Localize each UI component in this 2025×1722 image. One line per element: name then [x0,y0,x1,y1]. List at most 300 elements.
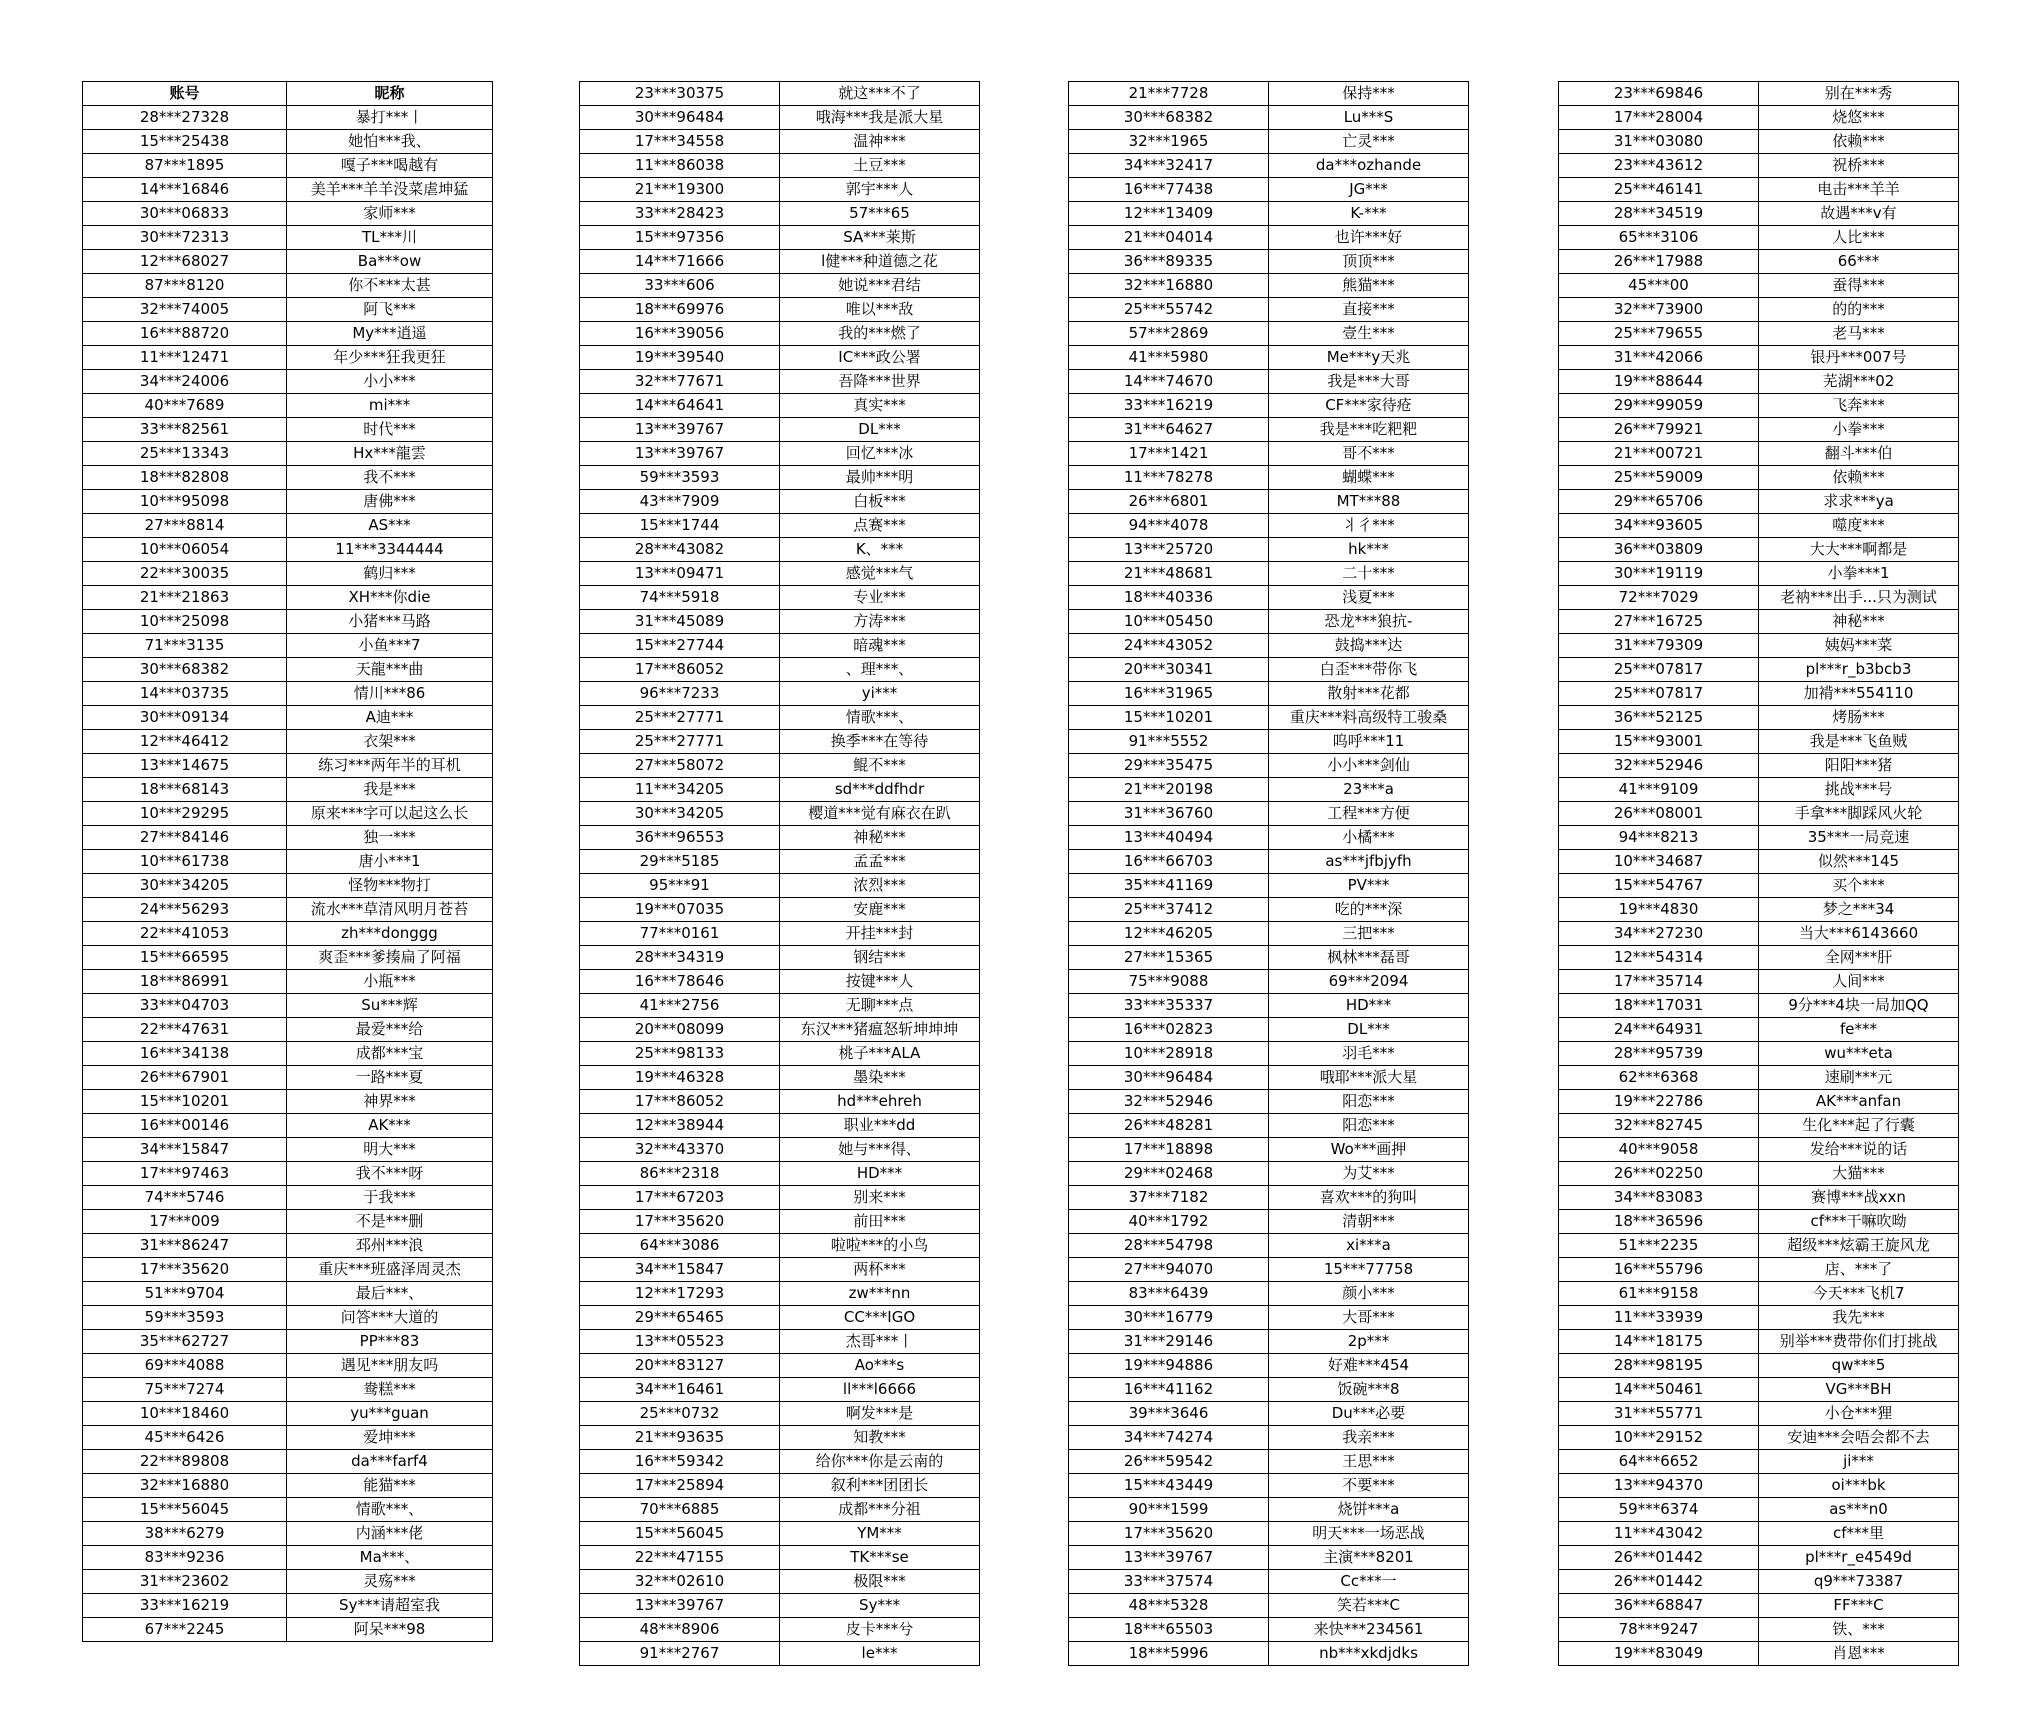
nickname-cell: 小鱼***7 [287,634,493,658]
account-cell: 34***93605 [1559,514,1759,538]
nickname-cell: 烧饼***a [1269,1498,1469,1522]
account-cell: 25***07817 [1559,658,1759,682]
account-cell: 14***74670 [1069,370,1269,394]
table-row [83,202,493,226]
account-cell: 26***67901 [83,1066,287,1090]
nickname-cell: Hx***龍雲 [287,442,493,466]
table-row [1069,1258,1469,1282]
table-row [1559,1282,1959,1306]
account-cell: 17***86052 [580,658,780,682]
account-cell: 20***83127 [580,1354,780,1378]
table-row [83,322,493,346]
nickname-cell: Su***辉 [287,994,493,1018]
account-cell: 16***00146 [83,1114,287,1138]
table-row [1069,322,1469,346]
account-cell: 22***41053 [83,922,287,946]
nickname-cell: 别在***秀 [1759,82,1959,106]
table-row [83,178,493,202]
nickname-cell: 银丹***007号 [1759,346,1959,370]
table-row [580,874,980,898]
table-row [580,1618,980,1642]
nickname-cell: qw***5 [1759,1354,1959,1378]
account-cell: 15***1744 [580,514,780,538]
table-row [1069,250,1469,274]
account-cell: 23***43612 [1559,154,1759,178]
nickname-cell: 不要*** [1269,1474,1469,1498]
table-row [83,106,493,130]
account-cell: 74***5918 [580,586,780,610]
account-cell: 18***65503 [1069,1618,1269,1642]
nickname-cell: 她与***得、 [780,1138,980,1162]
account-cell: 12***46205 [1069,922,1269,946]
account-cell: 25***59009 [1559,466,1759,490]
table-row [1069,898,1469,922]
table-row [1069,466,1469,490]
account-cell: 29***02468 [1069,1162,1269,1186]
account-cell: 33***82561 [83,418,287,442]
table-row [83,658,493,682]
nickname-cell: 梦之***34 [1759,898,1959,922]
nickname-cell: 小橘*** [1269,826,1469,850]
account-cell: 39***3646 [1069,1402,1269,1426]
account-cell: 83***9236 [83,1546,287,1570]
account-cell: 25***79655 [1559,322,1759,346]
nickname-cell: 唐佛*** [287,490,493,514]
table-row [1559,154,1959,178]
account-cell: 78***9247 [1559,1618,1759,1642]
nickname-cell: 人间*** [1759,970,1959,994]
nickname-cell: AK***anfan [1759,1090,1959,1114]
account-cell: 57***2869 [1069,322,1269,346]
account-cell: 51***2235 [1559,1234,1759,1258]
nickname-cell: 我是***吃粑粑 [1269,418,1469,442]
account-cell: 17***67203 [580,1186,780,1210]
nickname-cell: DL*** [1269,1018,1469,1042]
account-cell: 15***43449 [1069,1474,1269,1498]
account-cell: 17***35620 [1069,1522,1269,1546]
table-row [580,178,980,202]
account-cell: 27***15365 [1069,946,1269,970]
nickname-cell: 我不***呀 [287,1162,493,1186]
account-cell: 22***47631 [83,1018,287,1042]
account-cell: 30***96484 [1069,1066,1269,1090]
account-cell: 30***06833 [83,202,287,226]
table-row [1069,346,1469,370]
table-row [1559,1042,1959,1066]
table-row [83,1498,493,1522]
account-cell: 11***43042 [1559,1522,1759,1546]
nickname-cell: 蝴蝶*** [1269,466,1469,490]
nickname-cell: 知教*** [780,1426,980,1450]
nickname-cell: MT***88 [1269,490,1469,514]
nickname-cell: 工程***方便 [1269,802,1469,826]
account-cell: 13***40494 [1069,826,1269,850]
account-cell: 36***52125 [1559,706,1759,730]
table-row [580,826,980,850]
account-cell: 31***23602 [83,1570,287,1594]
nickname-cell: q9***73387 [1759,1570,1959,1594]
nickname-cell: A迪*** [287,706,493,730]
table-row [83,1042,493,1066]
table-row [1559,706,1959,730]
table-row [1069,1186,1469,1210]
account-cell: 10***25098 [83,610,287,634]
table-row [1069,1234,1469,1258]
account-cell: 24***43052 [1069,634,1269,658]
table-row [83,226,493,250]
account-cell: 67***2245 [83,1618,287,1642]
nickname-cell: 阳恋*** [1269,1090,1469,1114]
account-cell: 35***62727 [83,1330,287,1354]
account-cell: 23***69846 [1559,82,1759,106]
nickname-cell: 吃的***深 [1269,898,1469,922]
table-row [1559,250,1959,274]
account-cell: 14***71666 [580,250,780,274]
account-cell: 45***6426 [83,1426,287,1450]
account-cell: 87***8120 [83,274,287,298]
table-row [1559,970,1959,994]
nickname-cell: 最爱***给 [287,1018,493,1042]
nickname-cell: Me***y天兆 [1269,346,1469,370]
table-row [83,826,493,850]
account-cell: 25***37412 [1069,898,1269,922]
account-cell: 41***2756 [580,994,780,1018]
table-row [580,490,980,514]
nickname-cell: HD*** [1269,994,1469,1018]
table-row [83,370,493,394]
account-cell: 30***34205 [580,802,780,826]
account-cell: 14***16846 [83,178,287,202]
table-row [580,1402,980,1426]
account-cell: 28***95739 [1559,1042,1759,1066]
nickname-cell: 喜欢***的狗叫 [1269,1186,1469,1210]
table-row [83,466,493,490]
nickname-cell: 超级***炫霸王旋风龙 [1759,1234,1959,1258]
table-row [580,586,980,610]
account-cell: 19***22786 [1559,1090,1759,1114]
account-cell: 14***50461 [1559,1378,1759,1402]
nickname-cell: 15***77758 [1269,1258,1469,1282]
table-row [1069,178,1469,202]
table-row [580,994,980,1018]
table-row [83,1234,493,1258]
account-cell: 87***1895 [83,154,287,178]
nickname-cell: 依赖*** [1759,130,1959,154]
nickname-cell: Cc***一 [1269,1570,1469,1594]
table-row [1069,1330,1469,1354]
account-cell: 94***8213 [1559,826,1759,850]
table-row [1069,490,1469,514]
table-row [580,1114,980,1138]
nickname-cell: 最帅***明 [780,466,980,490]
nickname-cell: 顶顶*** [1269,250,1469,274]
nickname-cell: 内涵***佬 [287,1522,493,1546]
account-table-3 [1068,81,1469,1666]
account-cell: 12***13409 [1069,202,1269,226]
nickname-cell: Ao***s [780,1354,980,1378]
nickname-cell: 一路***夏 [287,1066,493,1090]
nickname-cell: 阿呆***98 [287,1618,493,1642]
table-row [580,1426,980,1450]
account-cell: 22***30035 [83,562,287,586]
nickname-cell: YM*** [780,1522,980,1546]
table-row [1069,394,1469,418]
account-cell: 32***43370 [580,1138,780,1162]
nickname-cell: Lu***S [1269,106,1469,130]
table-row [83,562,493,586]
nickname-cell: 鼓捣***达 [1269,634,1469,658]
account-cell: 28***34319 [580,946,780,970]
nickname-cell: 速刷***元 [1759,1066,1959,1090]
nickname-cell: DL*** [780,418,980,442]
table-row [1559,322,1959,346]
account-cell: 75***9088 [1069,970,1269,994]
nickname-cell: 似然***145 [1759,850,1959,874]
account-cell: 27***84146 [83,826,287,850]
table-row [1559,1498,1959,1522]
nickname-cell: 情歌***、 [780,706,980,730]
account-cell: 33***606 [580,274,780,298]
table-row [1559,826,1959,850]
nickname-cell: 桃子***ALA [780,1042,980,1066]
table-row [1069,1546,1469,1570]
account-cell: 21***20198 [1069,778,1269,802]
table-row [83,250,493,274]
nickname-cell: nb***xkdjdks [1269,1642,1469,1666]
account-cell: 19***46328 [580,1066,780,1090]
account-cell: 30***68382 [83,658,287,682]
account-cell: 18***69976 [580,298,780,322]
account-cell: 28***98195 [1559,1354,1759,1378]
nickname-cell: cf***里 [1759,1522,1959,1546]
nickname-cell: 极限*** [780,1570,980,1594]
account-cell: 59***3593 [580,466,780,490]
account-cell: 12***68027 [83,250,287,274]
table-row [83,1018,493,1042]
account-cell: 21***19300 [580,178,780,202]
nickname-cell: 情歌***、 [287,1498,493,1522]
nickname-cell: 阳恋*** [1269,1114,1469,1138]
table-row [580,394,980,418]
account-cell: 16***77438 [1069,178,1269,202]
table-row [83,994,493,1018]
nickname-cell: 爱坤*** [287,1426,493,1450]
nickname-cell: 大大***啊都是 [1759,538,1959,562]
table-row [1069,970,1469,994]
table-row [580,538,980,562]
nickname-cell: yi*** [780,682,980,706]
account-cell: 27***58072 [580,754,780,778]
nickname-cell: 依赖*** [1759,466,1959,490]
table-row [1069,610,1469,634]
table-row [1069,1642,1469,1666]
nickname-cell: 清朝*** [1269,1210,1469,1234]
nickname-cell: 小小***剑仙 [1269,754,1469,778]
account-cell: 23***30375 [580,82,780,106]
table-row [83,874,493,898]
nickname-cell: 郭宇***人 [780,178,980,202]
table-row [83,346,493,370]
account-cell: 12***38944 [580,1114,780,1138]
nickname-cell: 翻斗***伯 [1759,442,1959,466]
account-cell: 16***88720 [83,322,287,346]
account-cell: 32***73900 [1559,298,1759,322]
table-row [83,514,493,538]
account-cell: 18***40336 [1069,586,1269,610]
nickname-cell: 小拳***1 [1759,562,1959,586]
nickname-cell: 职业***dd [780,1114,980,1138]
table-row [83,1066,493,1090]
table-row [1069,802,1469,826]
nickname-cell: 怪物***物打 [287,874,493,898]
nickname-cell: 明大*** [287,1138,493,1162]
table-row [83,898,493,922]
table-row [1069,634,1469,658]
table-row [580,154,980,178]
account-cell: 31***55771 [1559,1402,1759,1426]
nickname-cell: 重庆***班盛泽周灵杰 [287,1258,493,1282]
account-cell: 25***13343 [83,442,287,466]
nickname-cell: 发给***说的话 [1759,1138,1959,1162]
nickname-cell: AS*** [287,514,493,538]
account-cell: 36***68847 [1559,1594,1759,1618]
table-row [1559,1402,1959,1426]
nickname-cell: 求求***ya [1759,490,1959,514]
header-nickname: 昵称 [287,82,493,106]
account-cell: 31***45089 [580,610,780,634]
account-cell: 26***01442 [1559,1546,1759,1570]
nickname-cell: 散射***花都 [1269,682,1469,706]
table-row [1069,370,1469,394]
table-row [1559,1210,1959,1234]
table-row [83,394,493,418]
nickname-cell: wu***eta [1759,1042,1959,1066]
account-cell: 19***07035 [580,898,780,922]
table-row [83,1594,493,1618]
account-cell: 31***03080 [1559,130,1759,154]
table-row [580,778,980,802]
table-row [580,1522,980,1546]
nickname-cell: Du***必要 [1269,1402,1469,1426]
table-row [1069,514,1469,538]
nickname-cell: ji*** [1759,1450,1959,1474]
account-cell: 17***86052 [580,1090,780,1114]
account-cell: 10***95098 [83,490,287,514]
nickname-cell: 美羊***羊羊没菜虐坤猛 [287,178,493,202]
nickname-cell: 阿飞*** [287,298,493,322]
table-row [1559,1090,1959,1114]
account-cell: 15***56045 [83,1498,287,1522]
account-cell: 17***009 [83,1210,287,1234]
table-row [83,154,493,178]
nickname-cell: 不是***删 [287,1210,493,1234]
account-cell: 11***34205 [580,778,780,802]
nickname-cell: ll***l6666 [780,1378,980,1402]
table-row [1559,106,1959,130]
table-row [580,1234,980,1258]
table-row [83,634,493,658]
nickname-cell: 开挂***封 [780,922,980,946]
table-row [1559,1594,1959,1618]
nickname-cell: FF***C [1759,1594,1959,1618]
nickname-cell: JG*** [1269,178,1469,202]
nickname-cell: TK***se [780,1546,980,1570]
nickname-cell: 枫林***磊哥 [1269,946,1469,970]
nickname-cell: 无聊***点 [780,994,980,1018]
nickname-cell: 、理***、 [780,658,980,682]
account-cell: 94***4078 [1069,514,1269,538]
nickname-cell: 芜湖***02 [1759,370,1959,394]
table-row [1559,658,1959,682]
account-cell: 43***7909 [580,490,780,514]
nickname-cell: 啦啦***的小鸟 [780,1234,980,1258]
account-cell: 32***52946 [1069,1090,1269,1114]
nickname-cell: 35***一局竞速 [1759,826,1959,850]
table-row [580,466,980,490]
table-row [1559,226,1959,250]
account-cell: 15***27744 [580,634,780,658]
nickname-cell: 感觉***气 [780,562,980,586]
table-row [1559,1330,1959,1354]
table-row [580,82,980,106]
account-cell: 19***39540 [580,346,780,370]
account-cell: 45***00 [1559,274,1759,298]
nickname-cell: 66*** [1759,250,1959,274]
table-row [580,418,980,442]
account-cell: 31***42066 [1559,346,1759,370]
account-cell: 34***15847 [580,1258,780,1282]
table-row [83,1258,493,1282]
nickname-cell: 东汉***猪瘟怒斩坤坤坤 [780,1018,980,1042]
table-row [1069,202,1469,226]
table-row [580,106,980,130]
table-row [1559,562,1959,586]
table-row [580,946,980,970]
nickname-cell: 饭碗***8 [1269,1378,1469,1402]
nickname-cell: 爽歪***爹揍扁了阿福 [287,946,493,970]
table-row [83,970,493,994]
account-cell: 75***7274 [83,1378,287,1402]
account-cell: 34***16461 [580,1378,780,1402]
account-cell: 33***16219 [83,1594,287,1618]
account-cell: 18***17031 [1559,994,1759,1018]
account-cell: 40***7689 [83,394,287,418]
account-cell: 65***3106 [1559,226,1759,250]
nickname-cell: 我是*** [287,778,493,802]
account-cell: 18***5996 [1069,1642,1269,1666]
table-row [1069,1522,1469,1546]
table-row [580,1042,980,1066]
nickname-cell: 全网***肝 [1759,946,1959,970]
table-row [1069,538,1469,562]
account-cell: 51***9704 [83,1282,287,1306]
account-cell: 18***82808 [83,466,287,490]
table-row [1069,1210,1469,1234]
table-row [83,754,493,778]
table-row [1069,586,1469,610]
table-row [1069,130,1469,154]
nickname-cell: 樱道***觉有麻衣在趴 [780,802,980,826]
table-row [83,418,493,442]
nickname-cell: 11***3344444 [287,538,493,562]
nickname-cell: xi***a [1269,1234,1469,1258]
account-cell: 86***2318 [580,1162,780,1186]
table-row [1559,1234,1959,1258]
nickname-cell: 熊猫*** [1269,274,1469,298]
nickname-cell: 加褙***554110 [1759,682,1959,706]
account-cell: 16***39056 [580,322,780,346]
table-row [83,1618,493,1642]
